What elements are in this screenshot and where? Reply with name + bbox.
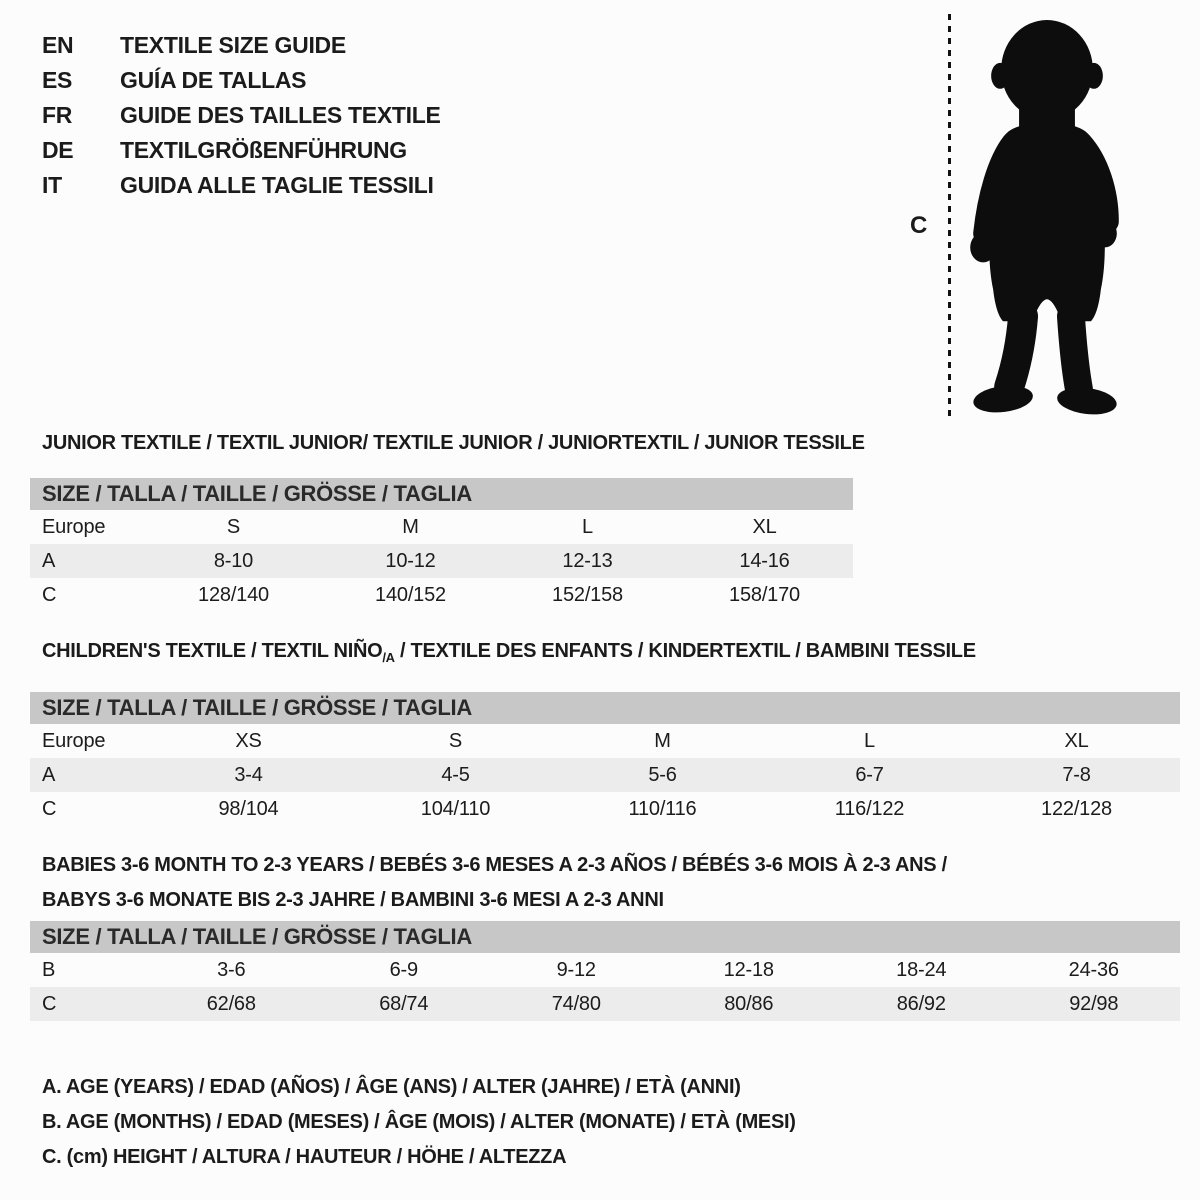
table-cell: 116/122 (834, 797, 905, 820)
children-size-s: S (448, 729, 463, 752)
babies-size-header-bar: SIZE / TALLA / TAILLE / GRÖSSE / TAGLIA (30, 921, 1180, 953)
height-measure-dashed-line (948, 14, 951, 416)
junior-size-header-bar: SIZE / TALLA / TAILLE / GRÖSSE / TAGLIA (30, 478, 853, 510)
table-cell: 3-6 (217, 958, 246, 981)
children-region-label: Europe (42, 729, 106, 752)
children-size-header-bar: SIZE / TALLA / TAILLE / GRÖSSE / TAGLIA (30, 692, 1180, 724)
junior-region-label: Europe (42, 515, 106, 538)
babies-months-row-label: B (42, 958, 56, 981)
junior-height-row-label: C (42, 583, 57, 606)
table-cell: 4-5 (352, 758, 559, 792)
children-size-xl: XL (1064, 729, 1089, 752)
lang-title-en: TEXTILE SIZE GUIDE (120, 32, 346, 58)
toddler-silhouette-image (958, 12, 1140, 416)
table-cell: 98/104 (218, 797, 279, 820)
junior-size-l: L (582, 515, 593, 538)
legend-age-months: B. AGE (MONTHS) / EDAD (MESES) / ÂGE (MOIS) / ALTER (MONATE) / ETÀ (MESI) (42, 1111, 796, 1133)
table-cell: 8-10 (145, 544, 322, 578)
lang-title-fr: GUIDE DES TAILLES TEXTILE (120, 102, 441, 128)
babies-height-row (30, 987, 1180, 1021)
table-cell: 74/80 (490, 987, 663, 1021)
babies-textile-section (30, 848, 1180, 1021)
table-cell: 140/152 (375, 583, 446, 606)
children-title-sub: /A (382, 650, 395, 665)
table-cell: 24-36 (1068, 958, 1119, 981)
table-cell: 6-7 (766, 758, 973, 792)
lang-row-fr (30, 98, 441, 133)
table-cell: 18-24 (896, 958, 947, 981)
junior-textile-section (30, 430, 865, 612)
children-columns-row (30, 724, 1180, 758)
table-cell: 152/158 (552, 583, 623, 606)
junior-size-table (30, 510, 853, 612)
lang-code-it: IT (42, 172, 62, 198)
lang-row-it (30, 168, 441, 203)
lang-row-en (30, 28, 441, 63)
lang-code-fr: FR (42, 102, 73, 128)
legend-age-years: A. AGE (YEARS) / EDAD (AÑOS) / ÂGE (ANS) / ALTER (JAHRE) / ETÀ (ANNI) (42, 1076, 741, 1098)
table-cell: 68/74 (318, 987, 491, 1021)
table-cell: 86/92 (835, 987, 1008, 1021)
lang-row-de (30, 133, 441, 168)
children-textile-section (30, 638, 1180, 826)
junior-age-row-label: A (30, 544, 145, 578)
table-cell: 122/128 (1041, 797, 1112, 820)
children-section-title (30, 638, 1180, 671)
legend (30, 1070, 796, 1175)
children-size-table (30, 724, 1180, 826)
language-title-list (30, 28, 441, 203)
children-height-row (30, 792, 1180, 826)
lang-code-de: DE (42, 137, 74, 163)
junior-columns-row (30, 510, 853, 544)
babies-section-title-line1: BABIES 3-6 MONTH TO 2-3 YEARS / BEBÉS 3-6 MESES A 2-3 AÑOS / BÉBÉS 3-6 MOIS À 2-3 ANS / (42, 854, 947, 876)
junior-age-row (30, 544, 853, 578)
junior-height-row (30, 578, 853, 612)
height-measure-label: C (910, 212, 928, 239)
children-title-pre: CHILDREN'S TEXTILE / TEXTIL NIÑO (42, 640, 383, 662)
legend-height-cm: C. (cm) HEIGHT / ALTURA / HAUTEUR / HÖHE / ALTEZZA (42, 1146, 567, 1168)
babies-height-row-label: C (30, 987, 145, 1021)
table-cell: 62/68 (145, 987, 318, 1021)
babies-months-row (30, 953, 1180, 987)
table-cell: 10-12 (322, 544, 499, 578)
children-size-xs: XS (235, 729, 262, 752)
children-size-m: M (654, 729, 671, 752)
children-age-row-label: A (30, 758, 145, 792)
table-cell: 80/86 (663, 987, 836, 1021)
children-age-row (30, 758, 1180, 792)
junior-size-xl: XL (752, 515, 777, 538)
lang-row-es (30, 63, 441, 98)
lang-code-en: EN (42, 32, 74, 58)
children-title-post: / TEXTILE DES ENFANTS / KINDERTEXTIL / BAMBINI TESSILE (394, 640, 976, 662)
table-cell: 92/98 (1008, 987, 1181, 1021)
lang-title-es: GUÍA DE TALLAS (120, 67, 307, 93)
table-cell: 7-8 (973, 758, 1180, 792)
children-height-row-label: C (42, 797, 57, 820)
table-cell: 6-9 (389, 958, 418, 981)
table-cell: 128/140 (198, 583, 269, 606)
table-cell: 104/110 (420, 797, 491, 820)
table-cell: 5-6 (559, 758, 766, 792)
children-size-l: L (864, 729, 875, 752)
babies-section-title-line2: BABYS 3-6 MONATE BIS 2-3 JAHRE / BAMBINI 3-6 MESI A 2-3 ANNI (42, 889, 664, 911)
lang-title-de: TEXTILGRÖßENFÜHRUNG (120, 137, 407, 163)
table-cell: 12-13 (499, 544, 676, 578)
table-cell: 3-4 (145, 758, 352, 792)
babies-size-table (30, 953, 1180, 1021)
table-cell: 14-16 (676, 544, 853, 578)
lang-code-es: ES (42, 67, 73, 93)
junior-size-s: S (226, 515, 241, 538)
lang-title-it: GUIDA ALLE TAGLIE TESSILI (120, 172, 434, 198)
junior-section-title: JUNIOR TEXTILE / TEXTIL JUNIOR/ TEXTILE JUNIOR / JUNIORTEXTIL / JUNIOR TESSILE (42, 432, 865, 454)
table-cell: 12-18 (723, 958, 774, 981)
table-cell: 110/116 (628, 797, 697, 820)
table-cell: 9-12 (556, 958, 596, 981)
table-cell: 158/170 (729, 583, 800, 606)
junior-size-m: M (402, 515, 419, 538)
